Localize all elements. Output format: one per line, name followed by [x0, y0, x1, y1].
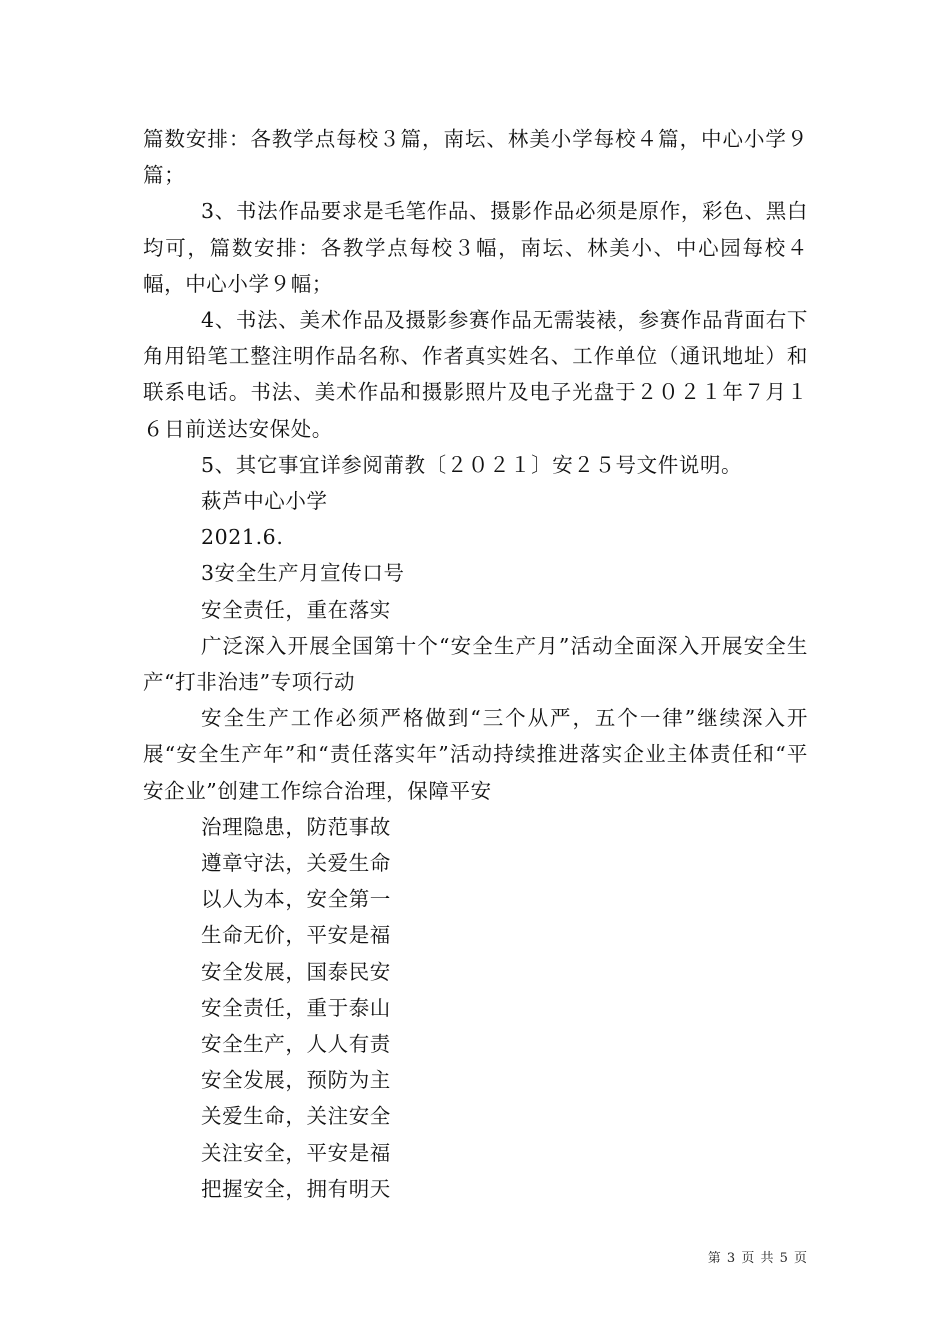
- paragraph-submission-notes: 4、书法、美术作品及摄影参赛作品无需装裱，参赛作品背面右下角用铅笔工整注明作品名称、作者真实姓名、工作单位（通讯地址）和联系电话。书法、美术作品和摄影照片及电子光盘于２０２１年７月１６日前送达安保处。: [143, 308, 808, 441]
- slogan-item: 安全责任，重于泰山: [201, 995, 391, 1020]
- slogan-item: 以人为本，安全第一: [201, 887, 391, 912]
- slogan-list: [143, 809, 808, 1207]
- slogan-item: 安全发展，预防为主: [201, 1068, 391, 1093]
- paragraph-arrangement: 篇数安排：各教学点每校３篇，南坛、林美小学每校４篇，中心小学９篇；: [143, 127, 808, 188]
- section-heading: 3安全生产月宣传口号: [201, 561, 405, 586]
- slogan-item: 生命无价，平安是福: [201, 923, 391, 948]
- slogan-item: 把握安全，拥有明天: [201, 1176, 391, 1201]
- slogan-item: 遵章守法，关爱生命: [201, 851, 391, 876]
- paragraph-calligraphy-requirements: 3、书法作品要求是毛笔作品、摄影作品必须是原作，彩色、黑白均可，篇数安排：各教学点每校３幅，南坛、林美小、中心园每校４幅，中心小学９幅；: [143, 199, 808, 296]
- signature-date: 2021.6.: [201, 525, 284, 550]
- signature-school: 萩芦中心小学: [201, 489, 328, 514]
- slogan-item: 安全发展，国泰民安: [201, 959, 391, 984]
- paragraph-other-matters: 5、其它事宜详参阅莆教〔２０２１〕安２５号文件说明。: [201, 452, 743, 477]
- slogan-item: 关爱生命，关注安全: [201, 1104, 391, 1129]
- slogan-item: 关注安全，平安是福: [201, 1140, 391, 1165]
- slogan-item: 治理隐患，防范事故: [201, 814, 391, 839]
- slogan-intro: 安全责任，重在落实: [201, 597, 391, 622]
- paragraph-safety-work: 安全生产工作必须严格做到“三个从严，五个一律”继续深入开展“安全生产年”和“责任落实年”活动持续推进落实企业主体责任和“平安企业”创建工作综合治理，保障平安: [143, 706, 808, 803]
- page-number-footer: 第 3 页 共 5 页: [707, 1251, 808, 1266]
- document-body: [143, 121, 808, 1207]
- paragraph-campaign: 广泛深入开展全国第十个“安全生产月”活动全面深入开展安全生产“打非治违”专项行动: [143, 633, 808, 695]
- slogan-item: 安全生产，人人有责: [201, 1032, 391, 1057]
